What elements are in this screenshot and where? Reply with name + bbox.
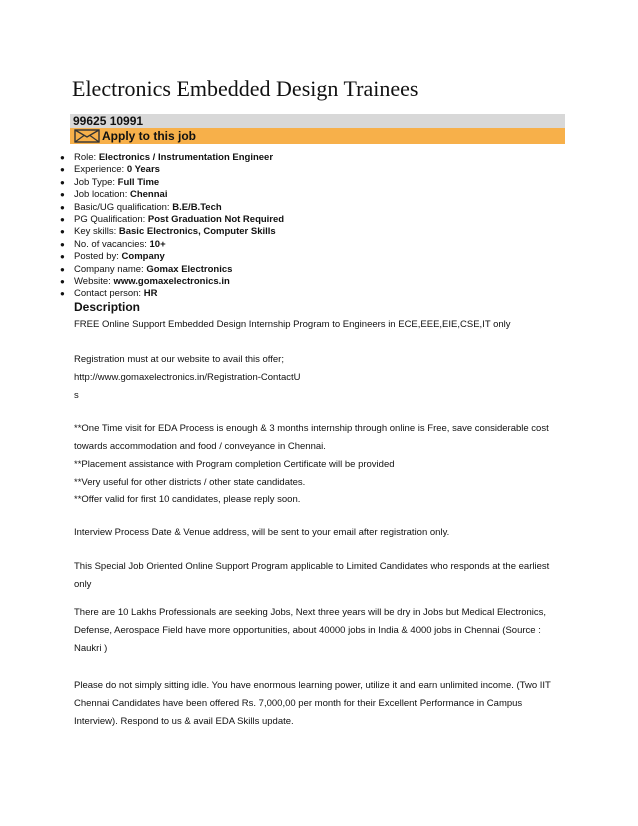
detail-key-skills bbox=[0, 226, 284, 238]
mail-icon bbox=[74, 129, 100, 143]
detail-location bbox=[0, 189, 284, 201]
description-paragraph: **Very useful for other districts / other state candidates. bbox=[74, 477, 306, 488]
description-heading: Description bbox=[74, 300, 141, 314]
bullet-icon: ● bbox=[60, 214, 65, 224]
detail-website bbox=[0, 276, 284, 288]
detail-label: PG Qualification: bbox=[74, 213, 148, 225]
detail-contact-person bbox=[0, 288, 284, 300]
detail-label: Job Type: bbox=[74, 176, 118, 188]
detail-label: Posted by: bbox=[74, 251, 122, 263]
bullet-icon: ● bbox=[60, 239, 65, 249]
detail-vacancies bbox=[0, 239, 284, 251]
detail-job-type bbox=[0, 177, 284, 189]
detail-company-name bbox=[0, 264, 284, 276]
detail-label: Key skills: bbox=[74, 226, 119, 238]
description-paragraph: **Offer valid for first 10 candidates, please reply soon. bbox=[74, 494, 301, 505]
bullet-icon: ● bbox=[60, 276, 65, 286]
bullet-icon: ● bbox=[60, 165, 65, 175]
detail-value: 10+ bbox=[149, 238, 166, 250]
phone-number: 99625 10991 bbox=[73, 114, 144, 128]
description-paragraph: This Special Job Oriented Online Support Program applicable to Limited Candidates who responds at the earliest only bbox=[74, 561, 550, 590]
description-url-end: s bbox=[74, 390, 79, 401]
bullet-icon: ● bbox=[60, 227, 65, 237]
bullet-icon: ● bbox=[60, 264, 65, 274]
description-paragraph: There are 10 Lakhs Professionals are seeking Jobs, Next three years will be dry in Jobs but Medical Electronics, Defense, Aerospace Field have more opportunities, about 40000 jobs in India & 4000 jobs in Chennai (Source : Naukri ) bbox=[74, 607, 547, 654]
detail-label: Job location: bbox=[74, 189, 130, 201]
job-details-list bbox=[0, 152, 284, 301]
description-paragraph: **One Time visit for EDA Process is enough & 3 months internship through online is Free, save considerable cost towards accommodation and food / conveyance in Chennai. bbox=[74, 423, 549, 452]
description-url: http://www.gomaxelectronics.in/Registration-ContactU bbox=[74, 372, 301, 383]
detail-role bbox=[0, 152, 284, 164]
bullet-icon: ● bbox=[60, 252, 65, 262]
bullet-icon: ● bbox=[60, 289, 65, 299]
description-paragraph: Interview Process Date & Venue address, will be sent to your email after registration only. bbox=[74, 527, 450, 538]
bullet-icon: ● bbox=[60, 177, 65, 187]
detail-value: Gomax Electronics bbox=[146, 263, 233, 275]
bullet-icon: ● bbox=[60, 190, 65, 200]
detail-value: www.gomaxelectronics.in bbox=[113, 275, 230, 287]
detail-posted-by bbox=[0, 251, 284, 263]
detail-label: Contact person: bbox=[74, 288, 144, 300]
detail-value: Full Time bbox=[117, 176, 160, 188]
detail-label: Basic/UG qualification: bbox=[74, 201, 173, 213]
apply-link[interactable]: Apply to this job bbox=[102, 129, 196, 143]
apply-button[interactable] bbox=[70, 128, 565, 144]
detail-label: Company name: bbox=[74, 263, 147, 275]
detail-value: Basic Electronics, Computer Skills bbox=[118, 226, 276, 238]
detail-label: Role: bbox=[74, 152, 99, 163]
description-paragraph: FREE Online Support Embedded Design Internship Program to Engineers in ECE,EEE,EIE,CSE,IT only bbox=[74, 319, 511, 330]
detail-value: Company bbox=[121, 251, 165, 263]
detail-ug-qualification bbox=[0, 202, 284, 214]
detail-experience bbox=[0, 164, 284, 176]
bullet-icon: ● bbox=[60, 202, 65, 212]
detail-label: Experience: bbox=[74, 164, 127, 176]
detail-value: 0 Years bbox=[126, 164, 160, 176]
detail-value: B.E/B.Tech bbox=[172, 201, 222, 213]
detail-pg-qualification bbox=[0, 214, 284, 226]
detail-label: Website: bbox=[74, 275, 114, 287]
detail-value: HR bbox=[143, 288, 158, 300]
phone-bar bbox=[70, 114, 565, 128]
detail-value: Electronics / Instrumentation Engineer bbox=[98, 152, 274, 163]
description-paragraph: Registration must at our website to avail this offer; bbox=[74, 354, 284, 365]
detail-value: Post Graduation Not Required bbox=[147, 213, 285, 225]
job-title: Electronics Embedded Design Trainees bbox=[72, 76, 419, 101]
bullet-icon: ● bbox=[60, 153, 65, 162]
description-paragraph: Please do not simply sitting idle. You have enormous learning power, utilize it and earn unlimited income. (Two IIT Chennai Candidates have been offered Rs. 7,000,00 per month for their Excellent Performance in Campus Interview). Respond to us & avail EDA Skills update. bbox=[74, 680, 551, 727]
description-paragraph: **Placement assistance with Program completion Certificate will be provided bbox=[74, 459, 395, 470]
detail-label: No. of vacancies: bbox=[74, 238, 150, 250]
detail-value: Chennai bbox=[129, 189, 168, 201]
